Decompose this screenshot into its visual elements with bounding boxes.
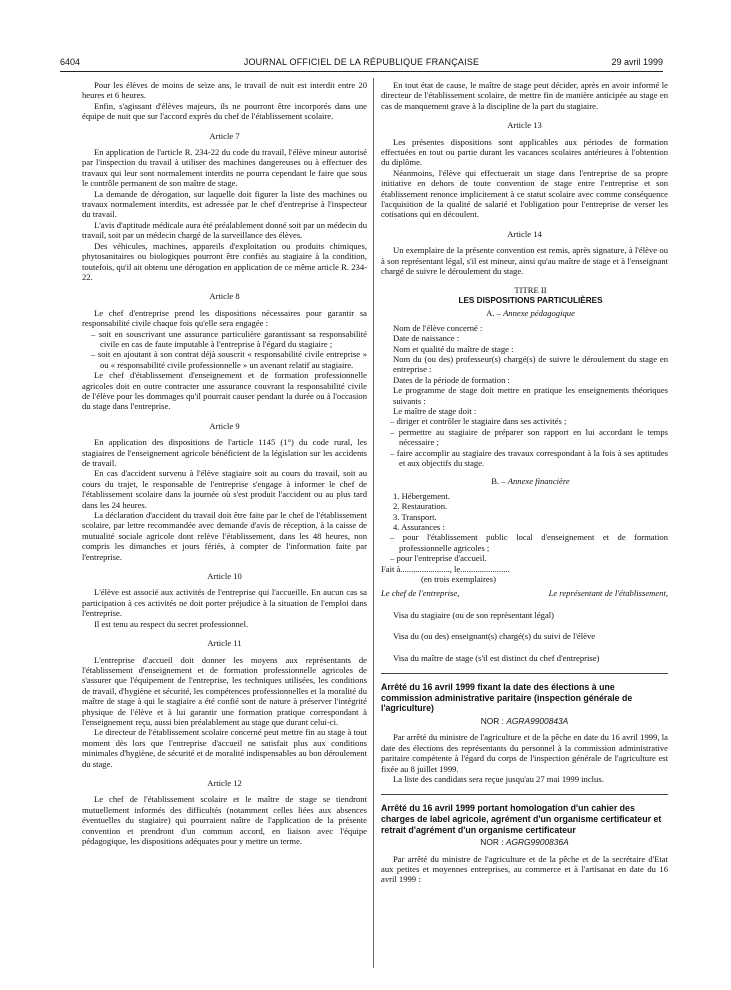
visa-line: Visa du stagiaire (ou de son représentant légal) (393, 609, 555, 620)
visa-line: Visa du (ou des) enseignant(s) chargé(s) du suivi de l'élève (393, 631, 596, 642)
section-separator (381, 673, 668, 674)
paragraph: Par arrêté du ministre de l'agriculture et de la pêche et de la secrétaire d'Etat aux petites et moyennes entreprises, au commerce et à l'artisanat en date du 16 avril 1999 : (381, 853, 668, 885)
arrete-title: Arrêté du 16 avril 1999 fixant la date des élections à une commission administrative paritaire (inspection générale de l'agriculture) (381, 682, 633, 714)
numbered-item: 3. Transport. (393, 511, 437, 522)
journal-title: JOURNAL OFFICIEL DE LA RÉPUBLIQUE FRANÇAISE (243, 57, 480, 67)
annexe-a-label: Annexe pédagogique (503, 308, 575, 319)
annexe-a-heading (381, 308, 668, 318)
paragraph: Le chef de l'établissement scolaire et le maître de stage se tiendront mutuellement informés des difficultés (notamment celles liées aux absences éventuelles du stagiaire) qui pourraient naître de l'application de la présente convention et prendront d'un commun accord, en liaison avec l'équipe pédagogique, les dispositions adéquates pour y mettre un terme. (82, 794, 367, 846)
numbered-item: 1. Hébergement. (393, 490, 450, 501)
article-heading: Article 12 (207, 777, 242, 788)
form-field: Dates de la période de formation : (393, 374, 510, 385)
list-item: – soit en souscrivant une assurance particulière garantissant sa responsabilité civile en cas de faute imputable à l'entreprise à l'égard du stagiaire ; (91, 328, 367, 349)
form-field: Nom de l'élève concerné : (393, 322, 483, 333)
nor-code: AGRA9900843A (506, 715, 569, 726)
annexe-b-heading (381, 476, 668, 486)
nor-label: NOR : (480, 715, 504, 726)
article-heading: Article 10 (207, 571, 242, 582)
header-rule (60, 71, 663, 72)
article-heading: Article 14 (507, 228, 542, 239)
annexe-b-prefix: B. – (491, 476, 506, 487)
paragraph: Un exemplaire de la présente convention est remis, après signature, à l'élève ou à son représentant légal, s'il est mineur, ainsi qu'au maître de stage et à l'enseignant chargé de suivre le déroulement du stage. (381, 245, 668, 277)
fait-line: Fait à......................., le....................... (381, 563, 510, 574)
list-item: – pour l'établissement public local d'enseignement et de formation professionnelle agricoles ; (390, 532, 668, 553)
titre-heading: TITRE II (514, 284, 547, 295)
paragraph: Il est tenu au respect du secret professionnel. (94, 618, 249, 629)
list-item: – soit en ajoutant à son contrat déjà souscrit « responsabilité civile entreprise » ou « responsabilité civile professionnelle » un avenant relatif au stagiaire. (91, 349, 367, 370)
paragraph: L'élève est associé aux activités de l'entreprise qui l'accueille. En aucun cas sa participation à ces activités ne doit porter préjudice à la situation de l'emploi dans l'entreprise. (82, 587, 367, 619)
page-header (60, 57, 663, 71)
article-heading: Article 7 (209, 130, 240, 141)
form-field: Le programme de stage doit mettre en pratique les enseignements théoriques suivants : (393, 385, 668, 406)
paragraph: Néanmoins, l'élève qui effectuerait un stage dans l'entreprise de sa propre initiative en dehors de toute convention de stage entre l'entreprise et son établissement renonce implicitement à ce statut scolaire avec comme conséquence l'acquisition de la qualité de salarié et l'obligation pour l'entreprise de verser les cotisations qui en découlent. (381, 167, 668, 220)
paragraph: Les présentes dispositions sont applicables aux périodes de formation effectuées en tout ou partie durant les vacances scolaires antérieures à l'obtention du diplôme. (381, 136, 668, 168)
paragraph: Le chef d'établissement d'enseignement et de formation professionnelle agricoles doit en outre contracter une assurance couvrant la responsabilité civile de l'élève pour les dommages qu'il pourrait causer pendant la durée ou à l'occasion du stage dans l'entreprise. (82, 370, 367, 412)
nor-reference (381, 837, 668, 847)
annexe-a-prefix: A. – (486, 308, 501, 319)
paragraph: Pour les élèves de moins de seize ans, le travail de nuit est interdit entre 20 heures et 6 heures. (82, 80, 367, 101)
nor-label: NOR : (480, 837, 504, 848)
numbered-item: 4. Assurances : (393, 522, 445, 533)
form-field: Date de naissance : (393, 333, 460, 344)
paragraph: En cas d'accident survenu à l'élève stagiaire soit au cours du travail, soit au cours du trajet, le responsable de l'entreprise s'engage à informer le chef de l'établissement scolaire dans la journée où s'est produit l'accident ou au plus tard dans les 24 heures. (82, 468, 367, 510)
form-field: Le maître de stage doit : (393, 405, 477, 416)
page-number: 6404 (60, 57, 81, 67)
list-item: – permettre au stagiaire de préparer son rapport en lui accordant le temps nécessaire ; (390, 426, 668, 448)
nor-code: AGRG9900836A (505, 837, 569, 848)
paragraph: La demande de dérogation, sur laquelle doit figurer la liste des machines ou travaux normalement interdits, est adressée par le chef d'entreprise à l'inspecteur du travail. (82, 188, 367, 220)
paragraph: L'avis d'aptitude médicale aura été préalablement donné soit par un médecin du travail, soit par un médecin chargé de la surveillance des élèves. (82, 219, 367, 241)
column-divider (373, 78, 374, 968)
article-heading: Article 13 (507, 120, 542, 131)
article-heading: Article 8 (209, 291, 240, 302)
right-column (381, 80, 668, 885)
form-field: Nom du (ou des) professeur(s) chargé(s) de suivre le déroulement du stage en entreprise : (393, 353, 668, 375)
paragraph: En tout état de cause, le maître de stage peut décider, après en avoir informé le directeur de l'établissement scolaire, de mettre fin de manière anticipée au stage en cas de manquement grave à la discipline de la part du stagiaire. (381, 80, 668, 111)
visa-line: Visa du maître de stage (s'il est distinct du chef d'entreprise) (393, 652, 600, 663)
issue-date: 29 avril 1999 (611, 57, 663, 67)
paragraph: Le chef d'entreprise prend les dispositions nécessaires pour garantir sa responsabilité civile chaque fois qu'elle sera engagée : (82, 307, 367, 329)
paragraph: La déclaration d'accident du travail doit être faite par le chef de l'établissement scolaire, par lettre recommandée avec demande d'avis de réception, à la caisse de mutualité sociale agricole dont relève l'établissement, dans les 48 heures, non compris les dimanches et jours fériés, à compter de l'information faite par l'entreprise. (82, 510, 367, 562)
list-item: – diriger et contrôler le stagiaire dans ses activités ; (390, 416, 567, 427)
form-field: Nom et qualité du maître de stage : (393, 343, 514, 354)
paragraph: Enfin, s'agissant d'élèves majeurs, ils ne pourront être incorporés dans une équipe de nuit que sur l'accord exprès du chef de l'établissement scolaire. (82, 100, 367, 122)
paragraph: Par arrêté du ministre de l'agriculture et de la pêche en date du 16 avril 1999, la date des élections des représentants du personnel à la commission administrative paritaire compétente à l'égard du corps de l'inspection générale de l'agriculture est fixée au 8 juillet 1999. (381, 732, 668, 774)
list-item: – pour l'entreprise d'accueil. (390, 553, 487, 564)
paragraph: En application de l'article R. 234-22 du code du travail, l'élève mineur autorisé par l'inspection du travail à utiliser des machines dangereuses ou à effectuer des travaux qui leur sont normalement interdits ne pourra cependant le faire que sous le contrôle permanent de son maître de stage. (82, 147, 367, 189)
signature-line (381, 588, 668, 598)
signature-representant: Le représentant de l'établissement, (548, 588, 668, 599)
section-separator (381, 794, 668, 795)
dispositions-heading: LES DISPOSITIONS PARTICULIÈRES (458, 295, 603, 305)
signature-chef-entreprise: Le chef de l'entreprise, (381, 588, 460, 599)
arrete-title: Arrêté du 16 avril 1999 portant homologation d'un cahier des charges de label agricole, agrément d'un organisme certificateur et retrait d'agrément d'un organisme certificateur (381, 803, 662, 835)
article-heading: Article 11 (207, 638, 242, 649)
paragraph: Des véhicules, machines, appareils d'exploitation ou produits chimiques, phytosanitaires ou biologiques pourront être confiés au stagiaire à la condition, toutefois, qu'il ait obtenu une dérogation en application de ce même article R. 234-22. (82, 240, 367, 282)
paragraph: L'entreprise d'accueil doit donner les moyens aux représentants de l'établissement d'enseignement et de formation professionnelle agricoles de s'assurer que l'équipement de l'entreprise, les techniques utilisées, les conditions de travail, d'hygiène et sécurité, les compétences professionnelles et la moralité du maître de stage à qui le stagiaire a été confié sont de nature à préserver l'intégrité physique de l'élève et à lui garantir une formation pratique correspondant à l'enseignement reçu, aussi bien préalablement au stage que durant celui-ci. (82, 654, 367, 727)
annexe-b-label: Annexe financière (507, 476, 570, 487)
paragraph: Le directeur de l'établissement scolaire concerné peut mettre fin au stage à tout moment dès lors que l'entreprise d'accueil ne satisfait plus aux conditions minimales d'hygiène, de sécurité et de moralité indispensables au bon déroulement du stage. (82, 727, 367, 769)
paragraph: La liste des candidats sera reçue jusqu'au 27 mai 1999 inclus. (393, 773, 604, 784)
numbered-item: 2. Restauration. (393, 501, 448, 512)
paragraph: En application des dispositions de l'article 1145 (1°) du code rural, les stagiaires de l'enseignement agricole bénéficient de la législation sur les accidents de travail. (82, 437, 367, 468)
list-item: – faire accomplir au stagiaire des travaux correspondant à la fois à ses aptitudes et aux objectifs du stage. (390, 447, 668, 468)
nor-reference (381, 716, 668, 726)
left-column (82, 80, 367, 846)
article-heading: Article 9 (209, 420, 240, 431)
copies-note: (en trois exemplaires) (421, 574, 496, 585)
